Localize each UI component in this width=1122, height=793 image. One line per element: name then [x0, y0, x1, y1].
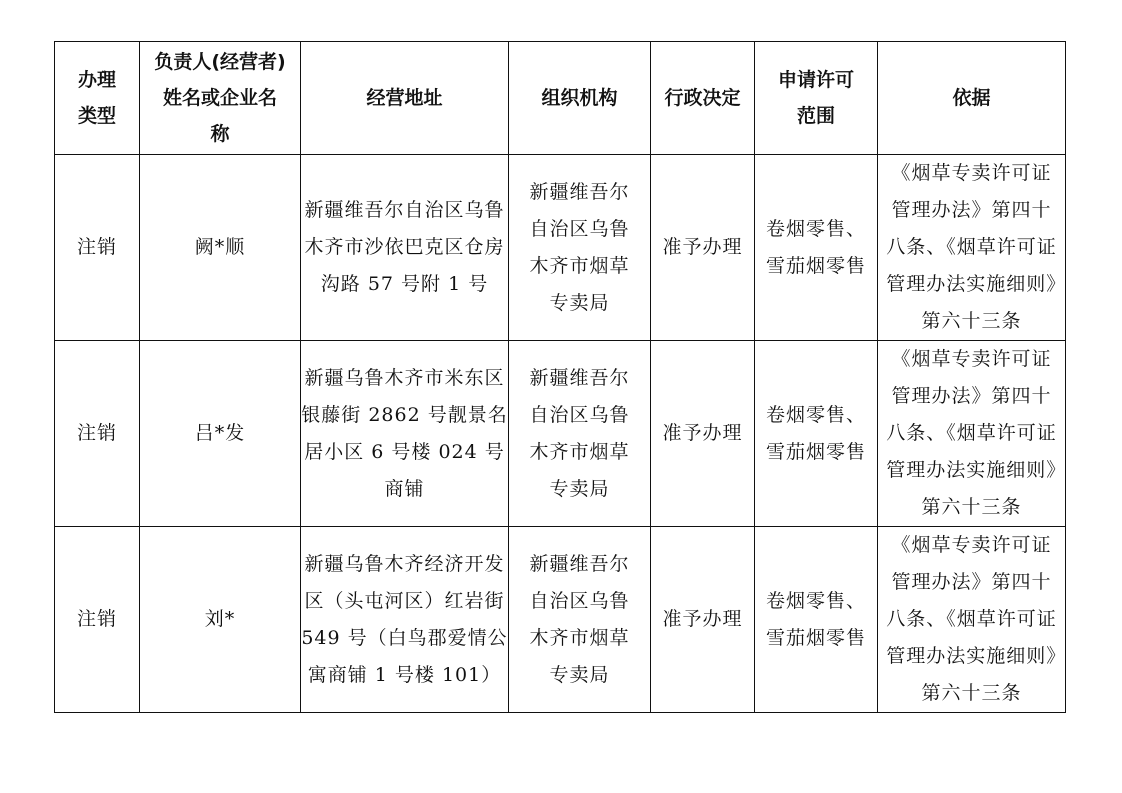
cell-name: 吕*发	[140, 341, 301, 527]
header-type: 办理类型	[55, 42, 140, 155]
license-cancellation-table	[54, 41, 1066, 713]
cell-type: 注销	[55, 527, 140, 713]
cell-type: 注销	[55, 155, 140, 341]
table-row	[55, 527, 1066, 713]
table-row	[55, 155, 1066, 341]
cell-org: 新疆维吾尔自治区乌鲁木齐市烟草专卖局	[509, 341, 651, 527]
cell-org: 新疆维吾尔自治区乌鲁木齐市烟草专卖局	[509, 155, 651, 341]
cell-decision: 准予办理	[651, 341, 755, 527]
header-row	[55, 42, 1066, 155]
cell-scope: 卷烟零售、雪茄烟零售	[755, 155, 878, 341]
cell-address: 新疆乌鲁木齐市米东区银藤街 2862 号靓景名居小区 6 号楼 024 号商铺	[301, 341, 509, 527]
cell-name: 刘*	[140, 527, 301, 713]
cell-decision: 准予办理	[651, 527, 755, 713]
header-name: 负责人(经营者)姓名或企业名称	[140, 42, 301, 155]
header-address: 经营地址	[301, 42, 509, 155]
header-decision: 行政决定	[651, 42, 755, 155]
header-org: 组织机构	[509, 42, 651, 155]
cell-basis: 《烟草专卖许可证管理办法》第四十八条、《烟草许可证管理办法实施细则》第六十三条	[878, 341, 1066, 527]
cell-address: 新疆维吾尔自治区乌鲁木齐市沙依巴克区仓房沟路 57 号附 1 号	[301, 155, 509, 341]
cell-org: 新疆维吾尔自治区乌鲁木齐市烟草专卖局	[509, 527, 651, 713]
cell-name: 阙*顺	[140, 155, 301, 341]
cell-scope: 卷烟零售、雪茄烟零售	[755, 341, 878, 527]
header-scope: 申请许可范围	[755, 42, 878, 155]
cell-address: 新疆乌鲁木齐经济开发区（头屯河区）红岩街 549 号（白鸟郡爱情公寓商铺 1 号楼 101）	[301, 527, 509, 713]
cell-basis: 《烟草专卖许可证管理办法》第四十八条、《烟草许可证管理办法实施细则》第六十三条	[878, 527, 1066, 713]
cell-scope: 卷烟零售、雪茄烟零售	[755, 527, 878, 713]
header-basis: 依据	[878, 42, 1066, 155]
cell-type: 注销	[55, 341, 140, 527]
cell-basis: 《烟草专卖许可证管理办法》第四十八条、《烟草许可证管理办法实施细则》第六十三条	[878, 155, 1066, 341]
table-row	[55, 341, 1066, 527]
cell-decision: 准予办理	[651, 155, 755, 341]
